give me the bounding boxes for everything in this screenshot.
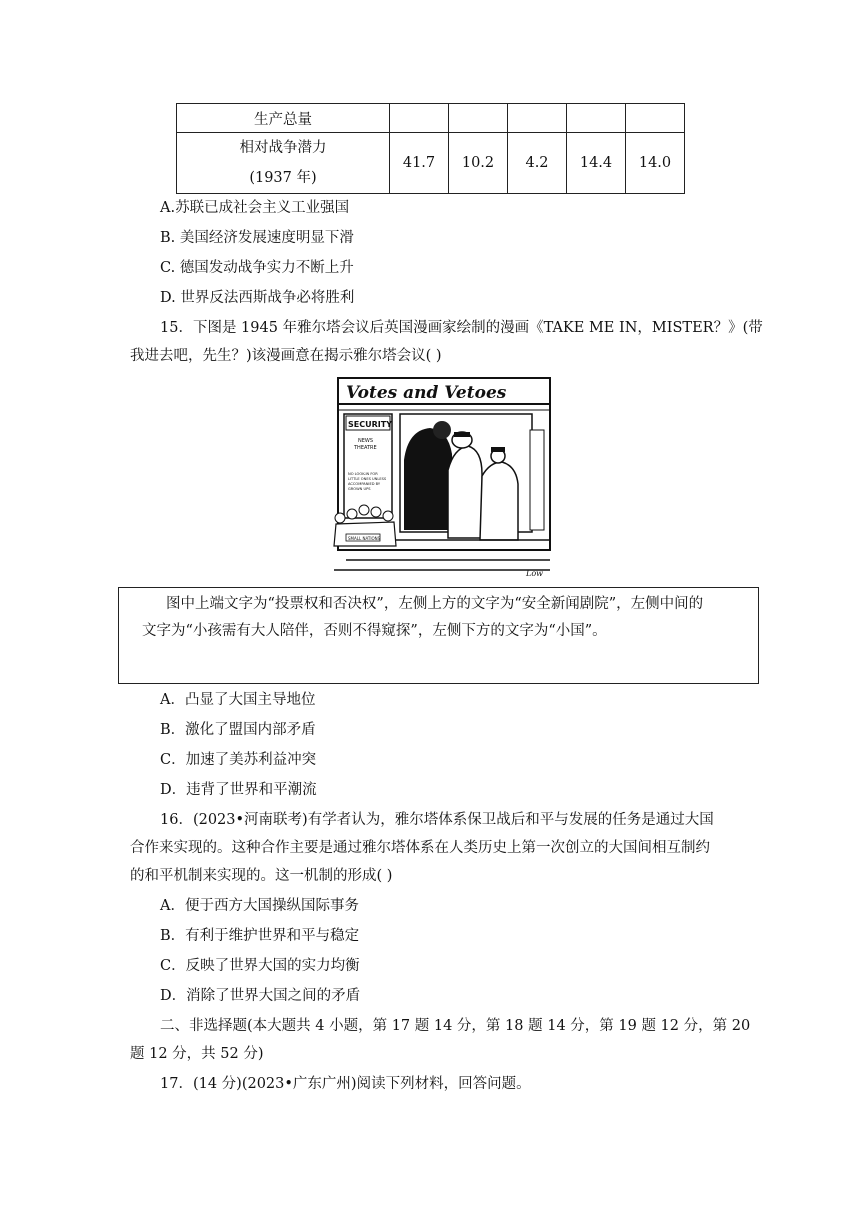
table-cell: 41.7 (390, 133, 449, 194)
q15-stem-line: 15．下图是 1945 年雅尔塔会议后英国漫画家绘制的漫画《TAKE ME IN，MISTER？》(带 (160, 320, 763, 336)
section-heading-line: 二、非选择题(本大题共 4 小题，第 17 题 14 分，第 18 题 14 分，第 19 题 12 分，第 20 (160, 1018, 751, 1034)
q15-option-b: B．激化了盟国内部矛盾 (160, 722, 316, 738)
cartoon-sign-mid: THEATRE (354, 445, 377, 451)
table-row (177, 104, 685, 133)
data-table (176, 103, 685, 194)
table-cell-label (177, 133, 390, 194)
table-cell-label: 生产总量 (177, 104, 390, 133)
table-row (177, 133, 685, 194)
q16-option-b: B．有利于维护世界和平与稳定 (160, 928, 360, 944)
table-cell (567, 104, 626, 133)
q16-option-c: C．反映了世界大国的实力均衡 (160, 958, 360, 974)
cartoon-banner: Votes and Vetoes (346, 383, 507, 403)
description-line: 图中上端文字为“投票权和否决权”，左侧上方的文字为“安全新闻剧院”，左侧中间的 (166, 596, 704, 612)
table-cell (626, 104, 685, 133)
q16-option-d: D．消除了世界大国之间的矛盾 (160, 988, 361, 1004)
q15-option-d: D．违背了世界和平潮流 (160, 782, 317, 798)
table-label-line: (1937 年) (249, 170, 317, 186)
q14-option-b: B. 美国经济发展速度明显下滑 (160, 230, 354, 246)
table-cell: 14.0 (626, 133, 685, 194)
q14-option-a: A.苏联已成社会主义工业强国 (160, 200, 350, 216)
q15-stem-line: 我进去吧，先生？)该漫画意在揭示雅尔塔会议( ) (130, 348, 442, 364)
table-cell (508, 104, 567, 133)
cartoon-signature: Low (526, 569, 543, 578)
q14-option-c: C. 德国发动战争实力不断上升 (160, 260, 354, 276)
cartoon-sign-mid: NEWS (358, 438, 374, 444)
description-line: 文字为“小孩需有大人陪伴，否则不得窥探”，左侧下方的文字为“小国”。 (142, 623, 607, 639)
q16-option-a: A．便于西方大国操纵国际事务 (160, 898, 359, 914)
cartoon-image (330, 370, 558, 580)
q16-stem-line: 合作来实现的。这种合作主要是通过雅尔塔体系在人类历史上第一次创立的大国间相互制约 (130, 840, 710, 856)
table-cell: 10.2 (449, 133, 508, 194)
q15-option-a: A．凸显了大国主导地位 (160, 692, 316, 708)
cartoon-sign-note: LITTLE ONES UNLESS (348, 477, 387, 481)
cartoon-sign-note: NO LOOK-IN FOR (348, 472, 378, 476)
cartoon-sign-note: ACCOMPANIED BY (348, 482, 381, 486)
table-cell (390, 104, 449, 133)
table-label-line: 相对战争潜力 (239, 140, 327, 156)
q15-option-c: C．加速了美苏利益冲突 (160, 752, 317, 768)
q17-stem: 17．(14 分)(2023•广东广州)阅读下列材料，回答问题。 (160, 1076, 531, 1092)
cartoon-kids-label: SMALL NATIONS (348, 536, 381, 541)
q14-option-d: D. 世界反法西斯战争必将胜利 (160, 290, 355, 306)
cartoon-sign-top: SECURITY (348, 420, 392, 429)
q16-stem-line: 的和平机制来实现的。这一机制的形成( ) (130, 868, 393, 884)
table-cell: 4.2 (508, 133, 567, 194)
table-cell: 14.4 (567, 133, 626, 194)
cartoon-description-box (118, 587, 759, 684)
cartoon-sign-note: GROWN UPS (348, 487, 371, 491)
table-cell (449, 104, 508, 133)
section-heading-line: 题 12 分，共 52 分) (130, 1046, 264, 1062)
q16-stem-line: 16．(2023•河南联考)有学者认为，雅尔塔体系保卫战后和平与发展的任务是通过大国 (160, 812, 714, 828)
